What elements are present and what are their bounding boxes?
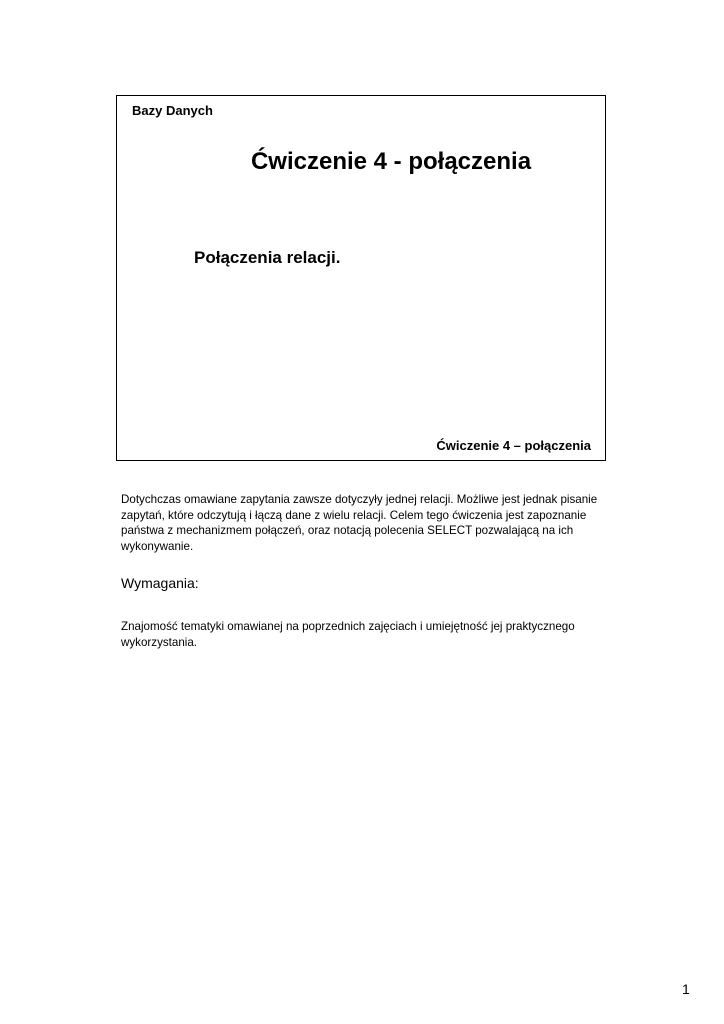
slide-footer: Ćwiczenie 4 – połączenia (436, 438, 591, 453)
requirements-text: Znajomość tematyki omawianej na poprzednich zajęciach i umiejętność jej praktycznego wykorzystania. (121, 620, 575, 649)
requirements-heading: Wymagania: (121, 575, 199, 591)
intro-paragraph: Dotychczas omawiane zapytania zawsze dotyczyły jednej relacji. Możliwe jest jednak pisanie zapytań, które odczytują i łączą dane z wielu relacji. Celem tego ćwiczenia jest zapoznanie państwa z mechanizmem połączeń, oraz notacją polecenia SELECT pozwalającą na ich wykonywanie. (121, 493, 598, 553)
page-number: 1 (682, 981, 690, 997)
slide-header: Bazy Danych (132, 103, 213, 118)
slide-title: Ćwiczenie 4 - połączenia (250, 148, 532, 175)
slide-frame (116, 95, 606, 461)
slide-subtitle: Połączenia relacji. (194, 248, 341, 267)
